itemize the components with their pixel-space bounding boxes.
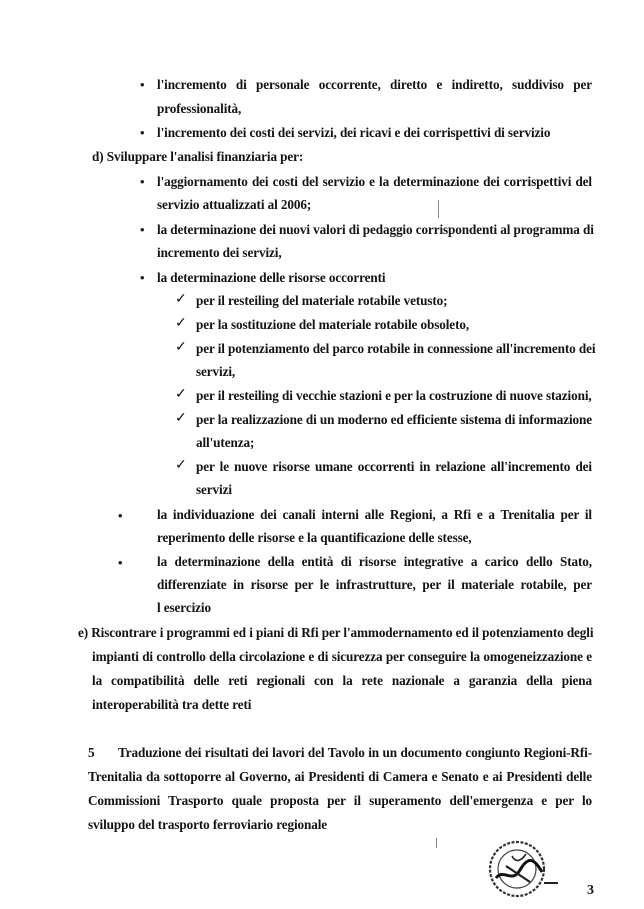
text-line: all'utenza; [196,435,255,450]
text-line: incremento dei servizi, [157,245,282,260]
text-line: reperimento delle risorse e la quantificazione delle stesse, [157,530,472,545]
checkmark-icon: ✓ [175,316,187,331]
text-line: per la sostituzione del materiale rotabile obsoleto, [196,317,470,332]
text-line: sviluppo del trasporto ferroviario regionale [88,817,328,832]
text-line: per il resteiling di vecchie stazioni e per la costruzione di nuove stazioni, [196,388,592,403]
text-line: l'aggiornamento dei costi del servizio e la determinazione dei corrispettivi del [157,174,592,189]
section-heading: d) Sviluppare l'analisi finanziaria per: [92,149,304,164]
text-line: servizio attualizzati al 2006; [157,197,312,212]
text-line: Trenitalia da sottoporre al Governo, ai Presidenti di Camera e Senato e ai Presidenti delle [88,769,592,784]
item-number: 5 [88,745,95,760]
scan-mark [436,838,437,848]
text-line: differenziate in risorse per le infrastrutture, per il materiale rotabile, per [157,577,592,592]
text-line: l esercizio [157,600,211,615]
bullet-icon: • [140,77,145,92]
checkmark-icon: ✓ [175,411,187,426]
text-line: per il potenziamento del parco rotabile in connessione all'incremento dei [196,341,596,356]
checkmark-icon: ✓ [175,387,187,402]
text-line: per il resteiling del materiale rotabile vetusto; [196,293,448,308]
text-line: la determinazione dei nuovi valori di pedaggio corrispondenti al programma di [157,222,594,237]
section-paragraph: e) Riscontrare i programmi ed i piani di Rfi per l'ammodernamento ed il potenziamento degli [78,625,594,640]
text-line: la compatibilità delle reti regionali con la rete nazionale a garanzia della piena [92,673,592,688]
seal-stamp-icon [486,838,548,900]
bullet-icon: • [140,222,145,237]
bullet-icon: • [140,125,145,140]
text-line: servizi [196,482,232,497]
text-line: la determinazione della entità di risorse integrative a carico dello Stato, [157,554,592,569]
bullet-icon: • [118,555,123,570]
text-line: impianti di controllo della circolazione e di sicurezza per conseguire la omogeneizzazione e [92,649,592,664]
text-line: la determinazione delle risorse occorrenti [157,270,386,285]
checkmark-icon: ✓ [175,340,187,355]
text-line: la individuazione dei canali interni alle Regioni, a Rfi e a Trenitalia per il [157,507,592,522]
text-line: Commissioni Trasporto quale proposta per il superamento dell'emergenza e per lo [88,793,592,808]
signature-dash-icon [544,880,558,886]
text-line: l'incremento di personale occorrente, diretto e indiretto, suddiviso per [157,77,592,92]
text-line: interoperabilità tra dette reti [92,697,252,712]
text-line: per la realizzazione di un moderno ed efficiente sistema di informazione [196,412,592,427]
text-line: Traduzione dei risultati dei lavori del Tavolo in un documento congiunto Regioni-Rfi- [118,745,592,760]
bullet-icon: • [118,508,123,523]
checkmark-icon: ✓ [175,292,187,307]
text-line: per le nuove risorse umane occorrenti in relazione all'incremento dei [196,459,592,474]
page-number: 3 [587,883,594,898]
scan-mark [438,200,439,218]
checkmark-icon: ✓ [175,458,187,473]
bullet-icon: • [140,270,145,285]
text-line: l'incremento dei costi dei servizi, dei ricavi e dei corrispettivi di servizio [157,125,551,140]
bullet-icon: • [140,174,145,189]
text-line: professionalità, [157,101,242,116]
text-line: servizi, [196,364,236,379]
